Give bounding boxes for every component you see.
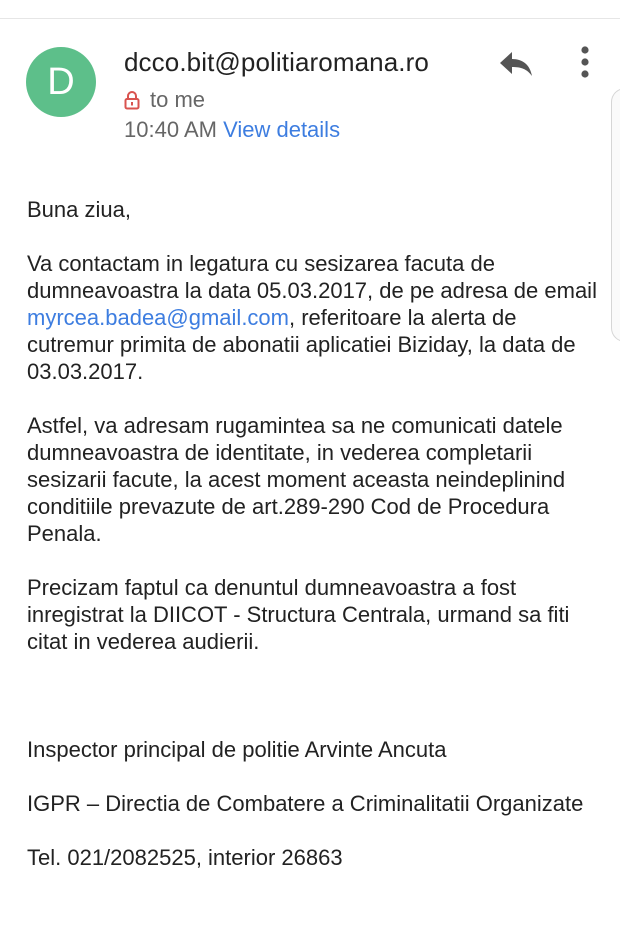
reply-icon bbox=[496, 48, 536, 82]
reply-button[interactable] bbox=[496, 48, 536, 82]
more-vert-icon bbox=[572, 44, 598, 84]
email-body bbox=[27, 196, 607, 871]
paragraph-1-text-end: , referitoare la alerta de cutremur primita de abonatii aplicatiei Biziday, la data de 03.03.2017. bbox=[27, 305, 576, 384]
side-panel-edge[interactable] bbox=[611, 88, 620, 342]
lock-icon bbox=[124, 90, 140, 110]
greeting: Buna ziua, bbox=[27, 197, 131, 222]
view-details-link[interactable]: View details bbox=[223, 117, 341, 142]
sender-avatar[interactable]: D bbox=[26, 47, 96, 117]
time-row bbox=[124, 117, 340, 143]
more-options-button[interactable] bbox=[572, 44, 598, 84]
signature-phone: Tel. 021/2082525, interior 26863 bbox=[27, 845, 343, 870]
recipient-label: to me bbox=[150, 87, 206, 112]
signature-department: IGPR – Directia de Combatere a Criminalitatii Organizate bbox=[27, 791, 584, 816]
paragraph-2: Astfel, va adresam rugamintea sa ne comunicati datele dumneavoastra de identitate, in vederea completarii sesizarii facute, la acest moment aceasta neindeplinind conditiile prevazute de art.289-290 Cod de Procedura Penala. bbox=[27, 413, 566, 546]
paragraph-3: Precizam faptul ca denuntul dumneavoastra a fost inregistrat la DIICOT - Structura Centrala, urmand sa fiti citat in vederea audierii. bbox=[27, 575, 570, 654]
paragraph-1 bbox=[27, 250, 607, 385]
signature-name: Inspector principal de politie Arvinte Ancuta bbox=[27, 737, 447, 762]
email-link[interactable]: myrcea.badea@gmail.com bbox=[27, 305, 289, 330]
top-divider bbox=[0, 18, 620, 19]
recipient-row bbox=[124, 86, 205, 114]
sender-email[interactable]: dcco.bit@politiaromana.ro bbox=[124, 47, 429, 77]
message-time: 10:40 AM bbox=[124, 117, 217, 142]
paragraph-1-text: Va contactam in legatura cu sesizarea facuta de dumneavoastra la data 05.03.2017, de pe adresa de email bbox=[27, 251, 597, 303]
